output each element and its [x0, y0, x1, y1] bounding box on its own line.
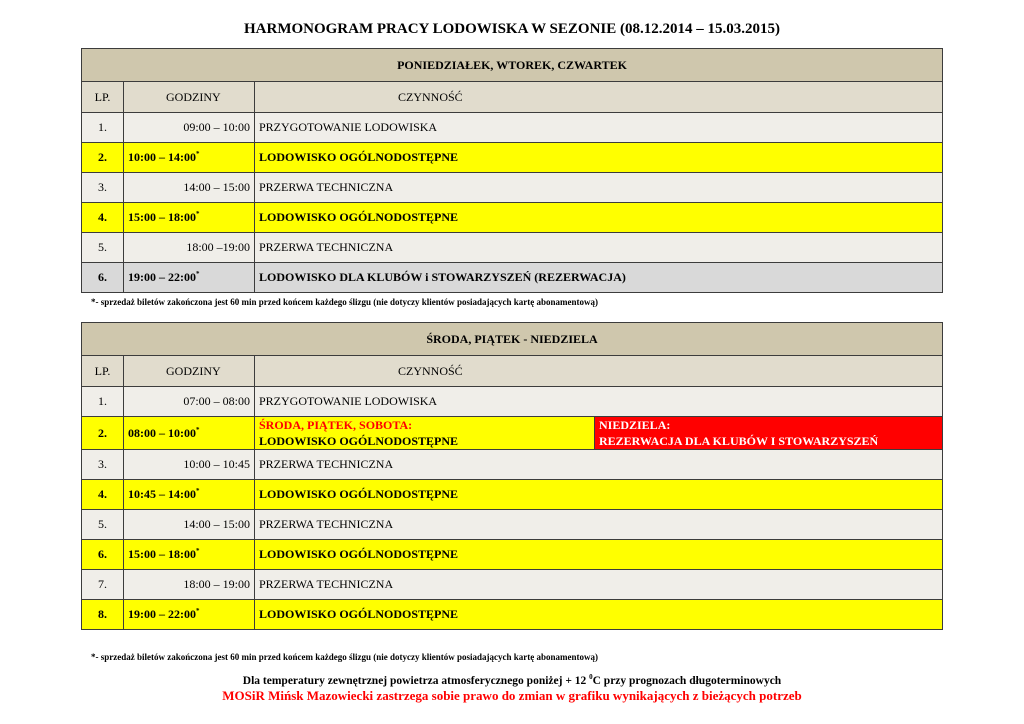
asterisk: * — [196, 425, 200, 434]
schedule-table-mon-tue-thu — [81, 48, 943, 293]
row-activity: LODOWISKO OGÓLNODOSTĘPNE — [255, 203, 943, 233]
row-hours-text: 10:45 – 14:00 — [128, 487, 196, 501]
table-row — [82, 600, 943, 630]
asterisk: * — [196, 547, 200, 555]
row-number: 7. — [82, 570, 124, 600]
row-hours-text: 15:00 – 18:00 — [128, 210, 196, 224]
row-activity-sunday — [595, 417, 943, 450]
row-number: 4. — [82, 480, 124, 510]
row-activity: LODOWISKO DLA KLUBÓW i STOWARZYSZEŃ (REZERWACJA) — [255, 263, 943, 293]
row-activity-wed-fri-sat — [255, 417, 595, 450]
table-row — [82, 233, 943, 263]
row-hours — [124, 143, 255, 173]
table-row — [82, 263, 943, 293]
row-hours — [124, 417, 255, 450]
row-hours-text: 19:00 – 22:00 — [128, 270, 196, 284]
row-hours: 18:00 – 19:00 — [124, 570, 255, 600]
row-number: 2. — [82, 417, 124, 450]
row-activity: PRZERWA TECHNICZNA — [255, 233, 943, 263]
days-header: PONIEDZIAŁEK, WTOREK, CZWARTEK — [82, 49, 943, 82]
table-row — [82, 417, 943, 450]
table-row — [82, 450, 943, 480]
column-header-lp: LP. — [82, 356, 124, 387]
row-hours: 10:00 – 10:45 — [124, 450, 255, 480]
table-row — [82, 113, 943, 143]
table-row — [82, 143, 943, 173]
column-header-lp: LP. — [82, 82, 124, 113]
asterisk: * — [196, 487, 200, 495]
row-hours: 14:00 – 15:00 — [124, 510, 255, 540]
column-header-activity: CZYNNOŚĆ — [255, 356, 943, 387]
table-row — [82, 387, 943, 417]
row-hours — [124, 480, 255, 510]
days-header: ŚRODA, PIĄTEK - NIEDZIELA — [82, 323, 943, 356]
asterisk: * — [196, 210, 200, 218]
row-hours-text: 08:00 – 10:00 — [128, 425, 196, 440]
row-number: 4. — [82, 203, 124, 233]
temperature-text-end: C przy prognozach długoterminowych — [592, 674, 782, 687]
reservation-note: MOSiR Mińsk Mazowiecki zastrzega sobie prawo do zmian w grafiku wynikających z bieżących potrzeb — [222, 688, 802, 703]
row-hours — [124, 540, 255, 570]
row-activity: LODOWISKO OGÓLNODOSTĘPNE — [255, 540, 943, 570]
row-activity: LODOWISKO OGÓLNODOSTĘPNE — [255, 143, 943, 173]
table-row — [82, 570, 943, 600]
row-number: 6. — [82, 263, 124, 293]
row-hours-text: 10:00 – 14:00 — [128, 150, 196, 164]
table-row — [82, 540, 943, 570]
activity-label: LODOWISKO OGÓLNODOSTĘPNE — [259, 434, 459, 448]
row-number: 1. — [82, 387, 124, 417]
row-activity: PRZERWA TECHNICZNA — [255, 450, 943, 480]
days-label: ŚRODA, PIĄTEK, SOBOTA: — [259, 418, 413, 432]
row-hours — [124, 600, 255, 630]
row-hours-text: 19:00 – 22:00 — [128, 607, 196, 621]
row-activity: LODOWISKO OGÓLNODOSTĘPNE — [255, 600, 943, 630]
footnote: *- sprzedaż biletów zakończona jest 60 min przed końcem każdego ślizgu (nie dotyczy klientów posiadających kartę abonamentową) — [91, 297, 598, 307]
temperature-text: Dla temperatury zewnętrznej powietrza atmosferycznego poniżej + 12 — [242, 674, 587, 687]
table-row — [82, 510, 943, 540]
row-activity: PRZERWA TECHNICZNA — [255, 510, 943, 540]
row-activity: PRZERWA TECHNICZNA — [255, 173, 943, 203]
row-hours: 14:00 – 15:00 — [124, 173, 255, 203]
table-row — [82, 203, 943, 233]
temperature-note — [0, 673, 1024, 687]
column-header-activity: CZYNNOŚĆ — [255, 82, 943, 113]
row-hours-text: 15:00 – 18:00 — [128, 547, 196, 561]
row-hours: 09:00 – 10:00 — [124, 113, 255, 143]
column-header-hours: GODZINY — [124, 356, 255, 387]
row-activity: LODOWISKO OGÓLNODOSTĘPNE — [255, 480, 943, 510]
schedule-table-wed-fri-sun — [81, 322, 943, 630]
row-hours — [124, 203, 255, 233]
row-number: 5. — [82, 510, 124, 540]
footnote: *- sprzedaż biletów zakończona jest 60 min przed końcem każdego ślizgu (nie dotyczy klientów posiadających kartę abonamentową) — [91, 652, 598, 662]
page-title: HARMONOGRAM PRACY LODOWISKA W SEZONIE (08.12.2014 – 15.03.2015) — [243, 21, 780, 37]
row-number: 1. — [82, 113, 124, 143]
row-hours: 18:00 –19:00 — [124, 233, 255, 263]
row-activity: PRZERWA TECHNICZNA — [255, 570, 943, 600]
row-number: 3. — [82, 450, 124, 480]
table-row — [82, 480, 943, 510]
row-number: 5. — [82, 233, 124, 263]
row-number: 2. — [82, 143, 124, 173]
column-header-hours: GODZINY — [124, 82, 255, 113]
table-row — [82, 173, 943, 203]
row-activity: PRZYGOTOWANIE LODOWISKA — [255, 113, 943, 143]
row-hours — [124, 263, 255, 293]
degree-mark: 0 — [589, 673, 593, 681]
asterisk: * — [196, 270, 200, 278]
activity-label: REZERWACJA DLA KLUBÓW I STOWARZYSZEŃ — [599, 434, 879, 448]
row-number: 8. — [82, 600, 124, 630]
days-label: NIEDZIELA: — [599, 418, 671, 432]
row-number: 3. — [82, 173, 124, 203]
asterisk: * — [196, 150, 200, 158]
asterisk: * — [196, 607, 200, 615]
row-hours: 07:00 – 08:00 — [124, 387, 255, 417]
row-number: 6. — [82, 540, 124, 570]
row-activity: PRZYGOTOWANIE LODOWISKA — [255, 387, 943, 417]
